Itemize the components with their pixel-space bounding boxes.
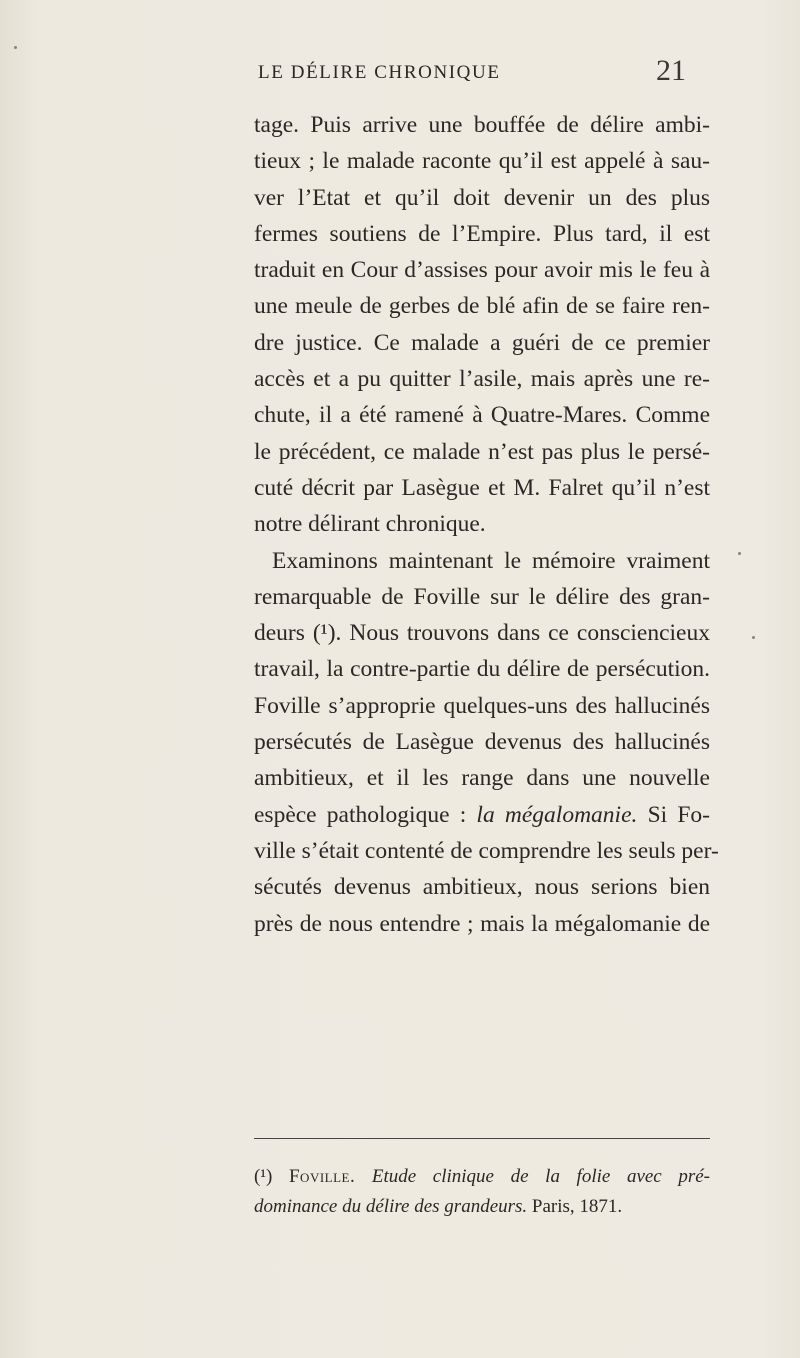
footnote-publication: Paris, 1871. [531,1196,623,1217]
italic-term: la mégalomanie. [476,801,638,828]
paper-speck [752,636,755,639]
text-line: Foville s’approprie quelques-uns des hallucinés [254,692,710,719]
text-line: ville s’était contenté de comprendre les seuls per- [254,837,719,864]
footnote-line [254,1192,710,1222]
footnote-title: dominance du délire des grandeurs. [254,1196,528,1217]
page-header [0,54,800,98]
text-line: tage. Puis arrive une bouffée de délire ambi- [254,112,710,138]
text-line: fermes soutiens de l’Empire. Plus tard, il est [254,220,710,247]
text-line: traduit en Cour d’assises pour avoir mis le feu à [254,257,710,284]
footnote-line [254,1162,710,1192]
text-line: une meule de gerbes de blé afin de se faire ren- [254,293,710,320]
text-segment: espèce pathologique : [254,801,477,828]
text-line: accès et a pu quitter l’asile, mais après une re- [254,366,710,393]
paragraph-end-line: notre délirant chronique. [254,511,486,538]
text-segment: Si Fo- [637,801,710,828]
text-line: chute, il a été ramené à Quatre-Mares. Comme [254,402,710,429]
text-line: persécutés de Lasègue devenus des hallucinés [254,729,710,756]
text-line: le précédent, ce malade n’est pas plus le persé- [254,438,710,465]
text-line: cuté décrit par Lasègue et M. Falret qu’il n’est [254,474,710,501]
text-line: deurs (¹). Nous trouvons dans ce consciencieux [254,620,710,647]
text-line-with-italic [254,797,710,833]
running-title: LE DÉLIRE CHRONIQUE [258,62,501,83]
text-line: tieux ; le malade raconte qu’il est appelé à sau- [254,148,710,175]
footnote [254,1162,710,1222]
text-line: ambitieux, et il les range dans une nouvelle [254,765,710,792]
paragraph-start-line: Examinons maintenant le mémoire vraiment [272,547,710,574]
text-line: sécutés devenus ambitieux, nous serions bien [254,874,710,901]
footnote-marker: (¹) [254,1166,273,1187]
text-line: dre justice. Ce malade a guéri de ce premier [254,329,710,356]
body-text [254,107,719,942]
page-number: 21 [656,54,686,87]
text-line: ver l’Etat et qu’il doit devenir un des plus [254,184,710,211]
text-line: travail, la contre-partie du délire de persécution. [254,656,710,683]
footnote-author: Foville. [288,1166,356,1187]
text-line: remarquable de Foville sur le délire des gran- [254,583,710,610]
footnote-title: Etude clinique de la folie avec pré- [371,1166,711,1187]
paper-speck [14,46,17,49]
footnote-separator [254,1138,710,1139]
text-line: près de nous entendre ; mais la mégalomanie de [254,910,710,937]
paper-speck [738,552,741,555]
